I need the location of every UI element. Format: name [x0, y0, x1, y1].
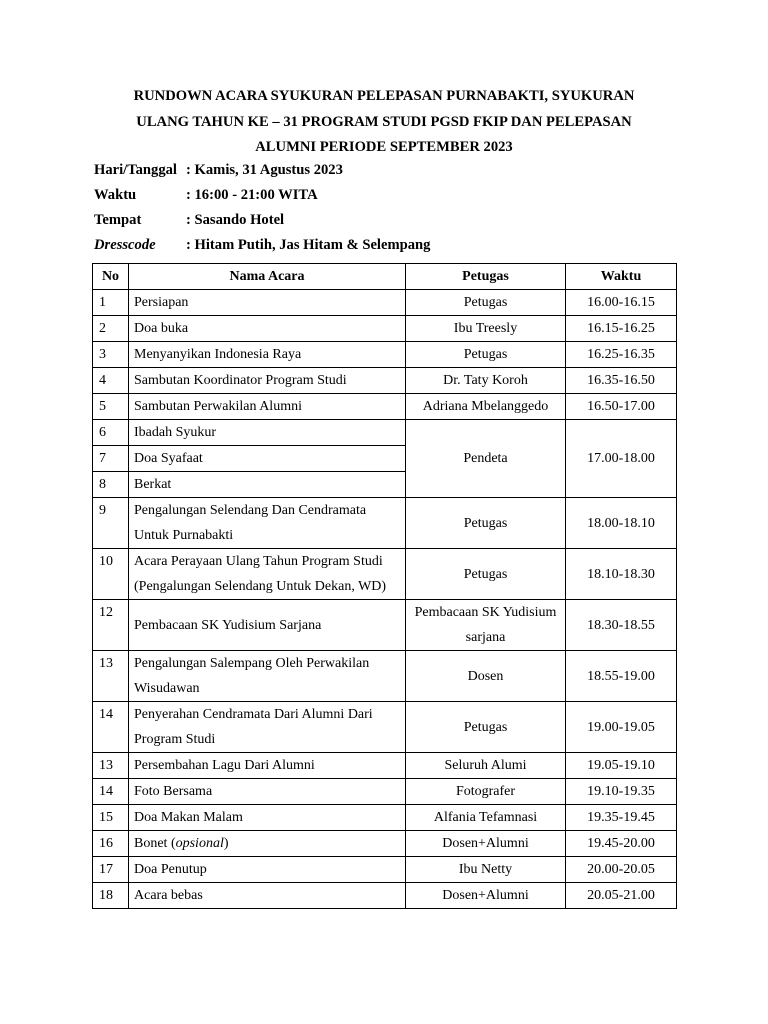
- table-row: [93, 702, 677, 753]
- row-nama: Acara bebas: [129, 883, 406, 909]
- row-waktu: 18.30-18.55: [566, 600, 677, 651]
- table-row: [93, 394, 677, 420]
- row-no: 8: [93, 472, 129, 498]
- row-no: 6: [93, 420, 129, 446]
- row-nama: Sambutan Perwakilan Alumni: [129, 394, 406, 420]
- row-waktu: 16.15-16.25: [566, 316, 677, 342]
- row-nama-italic: opsional: [175, 836, 224, 851]
- title-line-1: RUNDOWN ACARA SYUKURAN PELEPASAN PURNABAKTI, SYUKURAN: [133, 88, 635, 104]
- row-nama: [129, 549, 406, 600]
- row-petugas: Dosen+Alumni: [406, 831, 566, 857]
- header-nama-acara: Nama Acara: [129, 264, 406, 290]
- table-row: [93, 831, 677, 857]
- rundown-table: [92, 263, 677, 909]
- table-header-row: [93, 264, 677, 290]
- row-petugas: Ibu Netty: [406, 857, 566, 883]
- row-no: 14: [93, 779, 129, 805]
- row-nama: Persembahan Lagu Dari Alumni: [129, 753, 406, 779]
- table-row: [93, 805, 677, 831]
- row-nama-line: Acara Perayaan Ulang Tahun Program Studi: [134, 554, 383, 569]
- row-waktu: 16.50-17.00: [566, 394, 677, 420]
- event-info: [94, 158, 430, 258]
- row-petugas: Petugas: [406, 702, 566, 753]
- row-petugas: Adriana Mbelanggedo: [406, 394, 566, 420]
- row-no: 3: [93, 342, 129, 368]
- table-row: [93, 316, 677, 342]
- row-petugas: Petugas: [406, 549, 566, 600]
- info-label-time: Waktu: [94, 187, 137, 203]
- header-petugas: Petugas: [406, 264, 566, 290]
- row-waktu: 19.35-19.45: [566, 805, 677, 831]
- row-waktu: 20.00-20.05: [566, 857, 677, 883]
- row-waktu: 18.55-19.00: [566, 651, 677, 702]
- document-title: [60, 84, 708, 161]
- row-no: 10: [93, 549, 129, 600]
- table-row: [93, 290, 677, 316]
- table-row: [93, 651, 677, 702]
- row-no: 17: [93, 857, 129, 883]
- table-row: [93, 498, 677, 549]
- row-petugas: Dosen+Alumni: [406, 883, 566, 909]
- table-row: [93, 342, 677, 368]
- row-nama-text: Bonet (: [134, 836, 176, 851]
- row-no: 13: [93, 753, 129, 779]
- row-nama: [129, 831, 406, 857]
- row-petugas: Dr. Taty Koroh: [406, 368, 566, 394]
- row-nama: Ibadah Syukur: [129, 420, 406, 446]
- row-waktu: 16.00-16.15: [566, 290, 677, 316]
- row-petugas: Dosen: [406, 651, 566, 702]
- table-row: [93, 600, 677, 651]
- table-row: [93, 368, 677, 394]
- row-nama-end: ): [223, 836, 229, 851]
- info-label-place: Tempat: [94, 212, 142, 228]
- row-nama: Pengalungan Selendang Dan Cendramata Untuk Purnabakti: [129, 498, 406, 549]
- row-petugas: Pendeta: [406, 420, 566, 498]
- info-label-date: Hari/Tanggal: [94, 162, 177, 178]
- table-row: [93, 549, 677, 600]
- row-petugas: Petugas: [406, 498, 566, 549]
- row-no: 1: [93, 290, 129, 316]
- table-row: [93, 883, 677, 909]
- info-value-date: : Kamis, 31 Agustus 2023: [186, 162, 343, 178]
- row-waktu: 18.00-18.10: [566, 498, 677, 549]
- row-waktu: 19.10-19.35: [566, 779, 677, 805]
- row-petugas: Fotografer: [406, 779, 566, 805]
- table-row: [93, 779, 677, 805]
- row-no: 4: [93, 368, 129, 394]
- row-nama: Pembacaan SK Yudisium Sarjana: [129, 600, 406, 651]
- row-petugas: Alfania Tefamnasi: [406, 805, 566, 831]
- table-row: [93, 857, 677, 883]
- row-no: 13: [93, 651, 129, 702]
- row-no: 5: [93, 394, 129, 420]
- row-nama: Doa buka: [129, 316, 406, 342]
- row-nama: Berkat: [129, 472, 406, 498]
- row-nama: Doa Syafaat: [129, 446, 406, 472]
- info-label-dresscode: Dresscode: [94, 237, 156, 253]
- info-row-dresscode: [94, 233, 430, 258]
- row-waktu: 19.45-20.00: [566, 831, 677, 857]
- row-no: 16: [93, 831, 129, 857]
- row-no: 7: [93, 446, 129, 472]
- row-petugas: Ibu Treesly: [406, 316, 566, 342]
- row-waktu: 19.05-19.10: [566, 753, 677, 779]
- table-row: [93, 420, 677, 446]
- table-row: [93, 753, 677, 779]
- row-no: 14: [93, 702, 129, 753]
- row-nama: Menyanyikan Indonesia Raya: [129, 342, 406, 368]
- info-row-place: [94, 208, 430, 233]
- row-waktu: 17.00-18.00: [566, 420, 677, 498]
- header-no: No: [93, 264, 129, 290]
- header-waktu: Waktu: [566, 264, 677, 290]
- row-no: 2: [93, 316, 129, 342]
- info-row-time: [94, 183, 430, 208]
- row-waktu: 20.05-21.00: [566, 883, 677, 909]
- row-no: 15: [93, 805, 129, 831]
- row-nama: Doa Penutup: [129, 857, 406, 883]
- row-nama: Penyerahan Cendramata Dari Alumni Dari Program Studi: [129, 702, 406, 753]
- row-nama: Doa Makan Malam: [129, 805, 406, 831]
- row-no: 12: [93, 600, 129, 651]
- info-row-date: [94, 158, 430, 183]
- row-no: 9: [93, 498, 129, 549]
- row-waktu: 18.10-18.30: [566, 549, 677, 600]
- row-nama-note: (Pengalungan Selendang Untuk Dekan, WD): [134, 579, 387, 594]
- info-value-time: : 16:00 - 21:00 WITA: [186, 187, 318, 203]
- row-petugas: Petugas: [406, 290, 566, 316]
- row-nama: Sambutan Koordinator Program Studi: [129, 368, 406, 394]
- info-value-dresscode: : Hitam Putih, Jas Hitam & Selempang: [186, 237, 431, 253]
- title-line-2: ULANG TAHUN KE – 31 PROGRAM STUDI PGSD FKIP DAN PELEPASAN: [136, 113, 632, 130]
- row-petugas: Pembacaan SK Yudisium sarjana: [406, 600, 566, 651]
- row-waktu: 16.25-16.35: [566, 342, 677, 368]
- row-waktu: 19.00-19.05: [566, 702, 677, 753]
- row-waktu: 16.35-16.50: [566, 368, 677, 394]
- info-value-place: : Sasando Hotel: [186, 212, 285, 228]
- row-nama: Foto Bersama: [129, 779, 406, 805]
- row-petugas: Seluruh Alumi: [406, 753, 566, 779]
- row-no: 18: [93, 883, 129, 909]
- row-petugas: Petugas: [406, 342, 566, 368]
- row-nama: Persiapan: [129, 290, 406, 316]
- row-nama: Pengalungan Salempang Oleh Perwakilan Wisudawan: [129, 651, 406, 702]
- title-line-3: ALUMNI PERIODE SEPTEMBER 2023: [255, 139, 513, 155]
